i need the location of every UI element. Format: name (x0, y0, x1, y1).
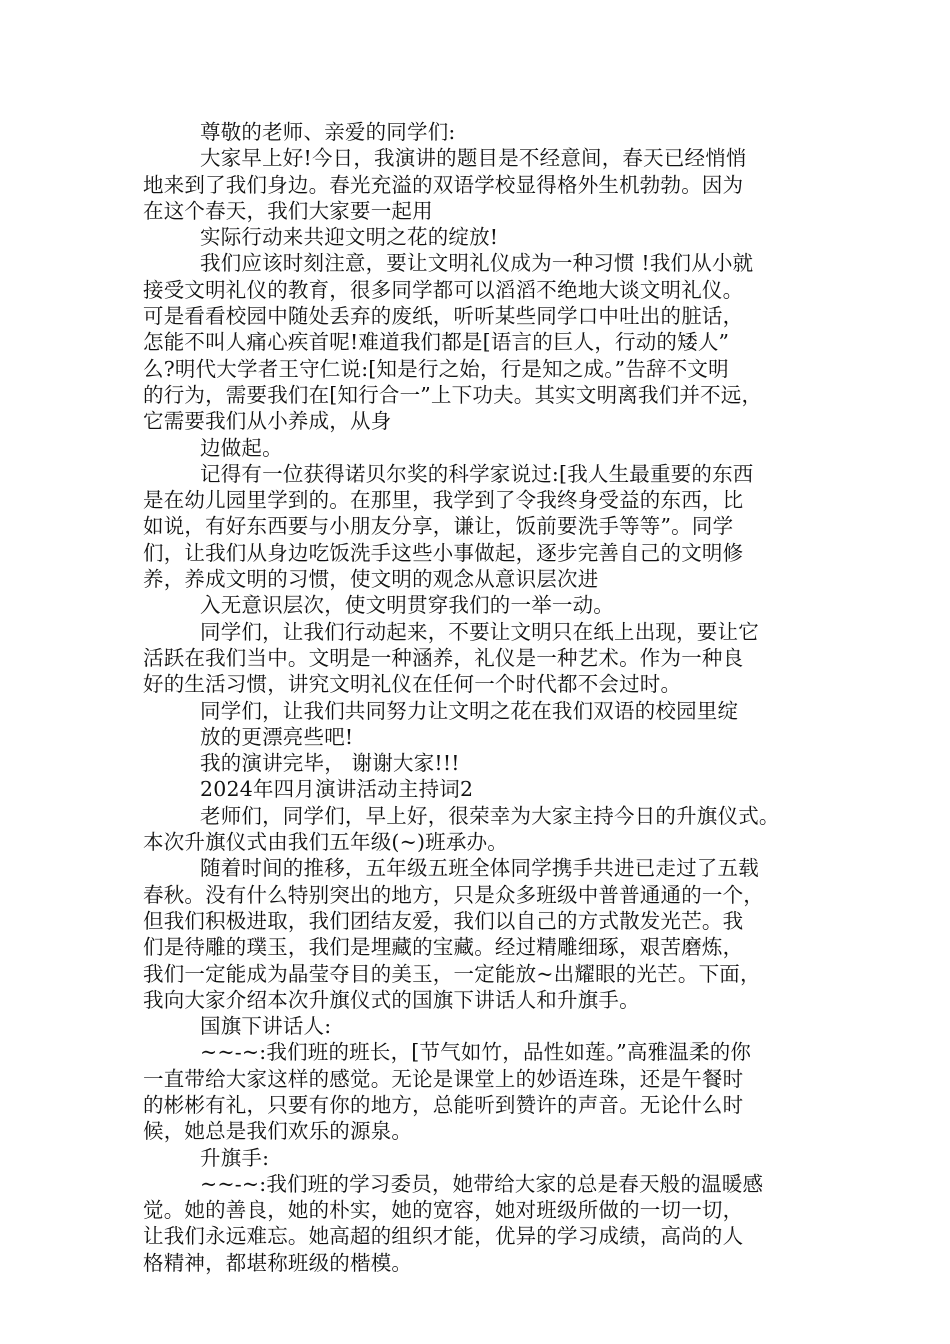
text-line: 我们应该时刻注意，要让文明礼仪成为一种习惯 !我们从小就 (200, 251, 754, 276)
text-line: 入无意识层次，使文明贯穿我们的一举一动。 (200, 593, 614, 618)
text-line: 如说，有好东西要与小朋友分享，谦让，饭前要洗手等等”。同学 (143, 514, 734, 539)
text-line: 候，她总是我们欢乐的源泉。 (143, 1119, 413, 1144)
text-line: 春秋。没有什么特别突出的地方，只是众多班级中普普通通的一个， (143, 882, 764, 907)
text-line: 我们一定能成为晶莹夺目的美玉，一定能放~出耀眼的光芒。下面， (143, 961, 761, 986)
text-line: 么?明代大学者王守仁说:[知是行之始，行是知之成。”告辞不文明 (143, 356, 729, 381)
text-line: 地来到了我们身边。春光充溢的双语学校显得格外生机勃勃。因为 (143, 172, 744, 197)
text-line: 我向大家介绍本次升旗仪式的国旗下讲话人和升旗手。 (143, 987, 640, 1012)
text-line: 记得有一位获得诺贝尔奖的科学家说过:[我人生最重要的东西 (200, 461, 754, 486)
text-line: 老师们，同学们，早上好，很荣幸为大家主持今日的升旗仪式。 (200, 803, 780, 828)
text-line: 2024年四月演讲活动主持词2 (200, 777, 474, 802)
text-line: ~~-~:我们班的学习委员，她带给大家的总是春天般的温暖感 (200, 1171, 764, 1196)
text-line: 但我们积极进取，我们团结友爱，我们以自己的方式散发光芒。我 (143, 908, 744, 933)
text-line: 可是看看校园中随处丢弃的废纸，听听某些同学口中吐出的脏话， (143, 304, 744, 329)
text-line: 本次升旗仪式由我们五年级(~)班承办。 (143, 830, 508, 855)
text-line: ~~-~:我们班的班长，[节气如竹，品性如莲。”高雅温柔的你 (200, 1040, 752, 1065)
text-line: 好的生活习惯，讲究文明礼仪在任何一个时代都不会过时。 (143, 672, 682, 697)
text-line: 让我们永远难忘。她高超的组织才能，优异的学习成绩，高尚的人 (143, 1224, 744, 1249)
text-line: 大家早上好!今日，我演讲的题目是不经意间，春天已经悄悄 (200, 146, 747, 171)
text-line: 随着时间的推移，五年级五班全体同学携手共进已走过了五载 (200, 856, 759, 881)
text-line: 觉。她的善良，她的朴实，她的宽容，她对班级所做的一切一切， (143, 1198, 744, 1223)
text-line: 们是待雕的璞玉，我们是埋藏的宝藏。经过精雕细琢，艰苦磨炼， (143, 935, 744, 960)
text-line: 格精神，都堪称班级的楷模。 (143, 1250, 413, 1275)
text-line: 们，让我们从身边吃饭洗手这些小事做起，逐步完善自己的文明修 (143, 540, 744, 565)
text-line: 同学们，让我们共同努力让文明之花在我们双语的校园里绽 (200, 698, 739, 723)
text-line: 是在幼儿园里学到的。在那里，我学到了令我终身受益的东西，比 (143, 488, 744, 513)
text-line: 怎能不叫人痛心疾首呢!难道我们都是[语言的巨人，行动的矮人” (143, 330, 730, 355)
text-line: 实际行动来共迎文明之花的绽放! (200, 225, 499, 250)
text-line: 养，养成文明的习惯，使文明的观念从意识层次进 (143, 567, 599, 592)
text-line: 边做起。 (200, 435, 283, 460)
text-line: 我的演讲完毕， 谢谢大家!!! (200, 751, 460, 776)
text-line: 尊敬的老师、亲爱的同学们: (200, 120, 456, 144)
text-line: 活跃在我们当中。文明是一种涵养，礼仪是一种艺术。作为一种良 (143, 645, 744, 670)
text-line: 它需要我们从小养成，从身 (143, 409, 392, 434)
document-page (143, 119, 833, 1276)
text-line: 同学们，让我们行动起来，不要让文明只在纸上出现，要让它 (200, 619, 759, 644)
text-line: 升旗手: (200, 1145, 270, 1170)
text-line: 的行为，需要我们在[知行合一”上下功夫。其实文明离我们并不远， (143, 382, 763, 407)
text-line: 放的更漂亮些吧! (200, 724, 354, 749)
text-line: 在这个春天，我们大家要一起用 (143, 198, 433, 223)
text-line: 国旗下讲话人: (200, 1014, 332, 1039)
text-line: 一直带给大家这样的感觉。无论是课堂上的妙语连珠，还是午餐时 (143, 1066, 744, 1091)
text-line: 的彬彬有礼，只要有你的地方，总能听到赞许的声音。无论什么时 (143, 1092, 744, 1117)
text-line: 接受文明礼仪的教育，很多同学都可以滔滔不绝地大谈文明礼仪。 (143, 277, 744, 302)
